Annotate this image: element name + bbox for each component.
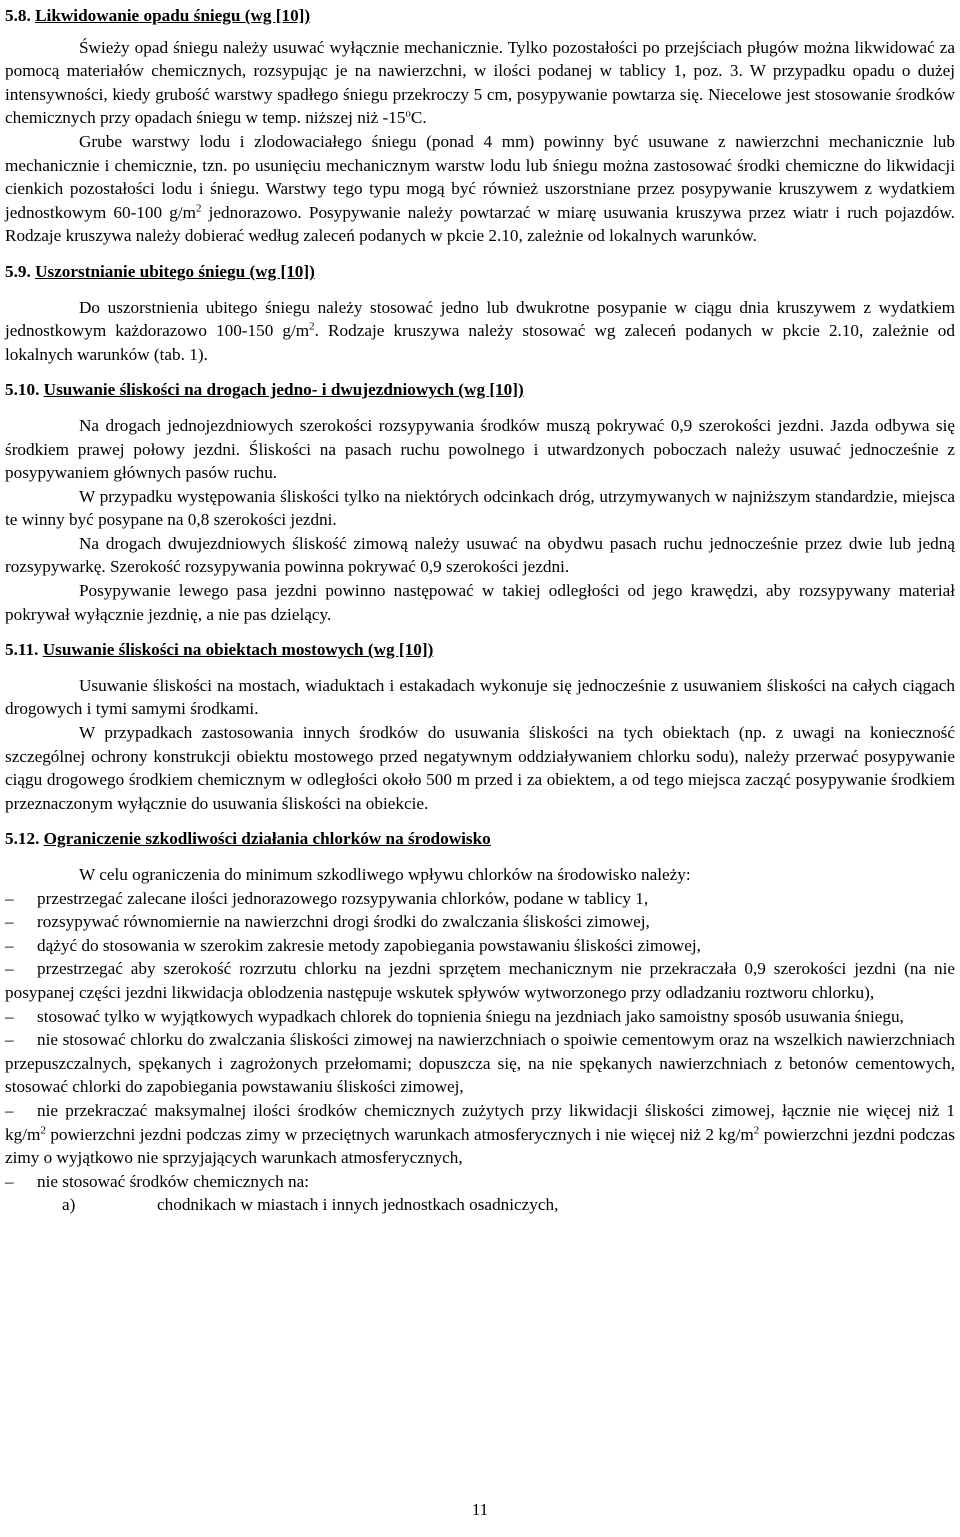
list-item: – przestrzegać aby szerokość rozrzutu chlorku na jezdni sprzętem mechanicznym nie przekraczała 0,9 szerokości jezdni (na nie posypanej części jezdni likwidacja oblodzenia następuje wskutek spływów wytworzonego przy odladzaniu roztworu chlorku), [5,959,955,1002]
section-title: Uszorstnianie ubitego śniegu (wg [10]) [35,261,315,281]
list-item: – nie przekraczać maksymalnej ilości środków chemicznych zużytych przy likwidacji śliskości zimowej, łącznie nie więcej niż 1 $kg/m^2$ powierzchni jezdni podczas zimy w przeciętnych warunkach atmosferycznych i nie więcej niż 2 $kg/m^2$ powierzchni jezdni podczas zimy o wyjątkowo nie sprzyjających warunkach atmosferycznych, [5,1100,956,1168]
paragraph: Posypywanie lewego pasa jezdni powinno następować w takiej odległości od jego krawędzi, aby rozsypywany materiał pokrywał wyłącznie jezdnię, a nie pas dzielący. [5,581,955,624]
list-item: – przestrzegać zalecane ilości jednorazowego rozsypywania chlorków, podane w tablicy 1, [5,888,649,908]
paragraph: Grube warstwy lodu i zlodowaciałego śniegu (ponad 4 mm) powinny być usuwane z nawierzchni mechanicznie lub mechanicznie i chemicznie, tzn. po usunięciu mechanicznym warstw lodu lub śniegu można zastosować środki chemiczne do likwidacji cienkich pozostałości lodu i śniegu. Warstwy tego typu mogą być również uszorstniane przez posypywanie kruszywem z wydatkiem jednostkowym 60-100 $g/m^2$ jednorazowo. Posypywanie należy powtarzać w miarę usuwania kruszywa przez wiatr i ruch pojazdów. Rodzaje kruszywa należy dobierać według zaleceń podanych w pkcie 2.10, zależnie od lokalnych warunków. [5,131,955,246]
list-item: – nie stosować środków chemicznych na: [5,1171,310,1191]
section-5-9-heading [5,260,955,284]
list-item: – stosować tylko w wyjątkowych wypadkach chlorek do topnienia śniegu na jezdniach jako samoistny sposób usuwania śniegu, [5,1006,904,1026]
paragraph: W przypadkach zastosowania innych środków do usuwania śliskości na tych obiektach (np. z uwagi na konieczność szczególnej ochrony konstrukcji obiektu mostowego przed negatywnym oddziaływaniem chlorku sodu), należy przerwać posypywanie ciągu drogowego środkiem chemicznym w odległości około 500 m przed i za obiektem, a od tego miejsca zacząć posypywanie środkiem przeznaczonym wyłącznie do usuwania śliskości na obiekcie. [5,723,955,813]
section-title: Likwidowanie opadu śniegu (wg [10]) [35,6,311,25]
section-number: 5.8. [5,6,31,25]
section-number: 5.10. [5,380,40,400]
list-item: – dążyć do stosowania w szerokim zakresie metody zapobiegania powstawaniu śliskości zimowej, [5,935,701,955]
section-number: 5.11. [5,640,39,660]
recommendation-list [5,887,955,1194]
section-number: 5.12. [5,829,40,849]
section-number: 5.9. [5,261,31,281]
section-title: Usuwanie śliskości na obiektach mostowych (wg [10]) [42,640,434,660]
section-5-8-heading [5,4,955,28]
paragraph: Usuwanie śliskości na mostach, wiaduktach i estakadach wykonuje się jednocześnie z usuwaniem śliskości na całych ciągach drogowych i tymi samymi środkami. [5,675,955,719]
section-title: Usuwanie śliskości na drogach jedno- i dwujezdniowych (wg [10]) [43,380,524,400]
sub-list-marker: a) [62,1195,76,1215]
sub-list-text: chodnikach w miastach i innych jednostkach osadniczych, [157,1195,559,1215]
list-item: – rozsypywać równomiernie na nawierzchni drogi środki do zwalczania śliskości zimowej, [5,912,650,932]
section-5-10-heading [5,378,955,402]
paragraph: Świeży opad śniegu należy usuwać wyłącznie mechanicznie. Tylko pozostałości po przejściach pługów można likwidować za pomocą materiałów chemicznych, rozsypując je na nawierzchni, w ilości podanej w tablicy 1, poz. 3. W przypadku opadu o dużej intensywności, kiedy grubość warstwy spadłego śniegu przekroczy 5 cm, posypywanie powtarza się. Niecelowe jest stosowanie środków chemicznych przy opadach śniegu w temp. niższej niż -15$^o$C. [5,37,955,128]
section-5-11-heading [5,638,955,662]
paragraph: Na drogach dwujezdniowych śliskość zimową należy usuwać na obydwu pasach ruchu jednocześnie przez dwie lub jedną rozsypywarkę. Szerokość rozsypywania powinna pokrywać 0,9 szerokości jezdni. [5,533,955,577]
page-number: 11 [471,1500,489,1519]
paragraph: Do uszorstnienia ubitego śniegu należy stosować jedno lub dwukrotne posypanie w ciągu dnia kruszywem z wydatkiem jednostkowym każdorazowo 100-150 $g/m^2$. Rodzaje kruszywa należy stosować wg zaleceń podanych w pkcie 2.10, zależnie od lokalnych warunków (tab. 1). [5,297,955,364]
paragraph: Na drogach jednojezdniowych szerokości rozsypywania środków muszą pokrywać 0,9 szerokości jezdni. Jazda odbywa się środkiem prawej połowy jezdni. Śliskości na pasach ruchu powolnego i utwardzonych poboczach należy usuwać jednocześnie z posypywaniem głównych pasów ruchu. [5,415,955,483]
sub-list-item [5,1193,955,1217]
section-5-12-heading [5,827,955,851]
section-title: Ograniczenie szkodliwości działania chlorków na środowisko [43,829,491,849]
paragraph: W przypadku występowania śliskości tylko na niektórych odcinkach dróg, utrzymywanych w najniższym standardzie, miejsca te winny być posypane na 0,8 szerokości jezdni. [5,486,955,530]
paragraph: W celu ograniczenia do minimum szkodliwego wpływu chlorków na środowisko należy: [79,865,691,884]
list-item: – nie stosować chlorku do zwalczania śliskości zimowej na nawierzchniach o spoiwie cementowym oraz na wszelkich nawierzchniach przepuszczalnych, spękanych i zagrożonych przełomami; dopuszcza się, na nie spękanych nawierzchniach z betonów cementowych, stosować chlorki do zapobiegania powstawaniu śliskości zimowej, [5,1030,955,1097]
document-page [5,0,955,1217]
